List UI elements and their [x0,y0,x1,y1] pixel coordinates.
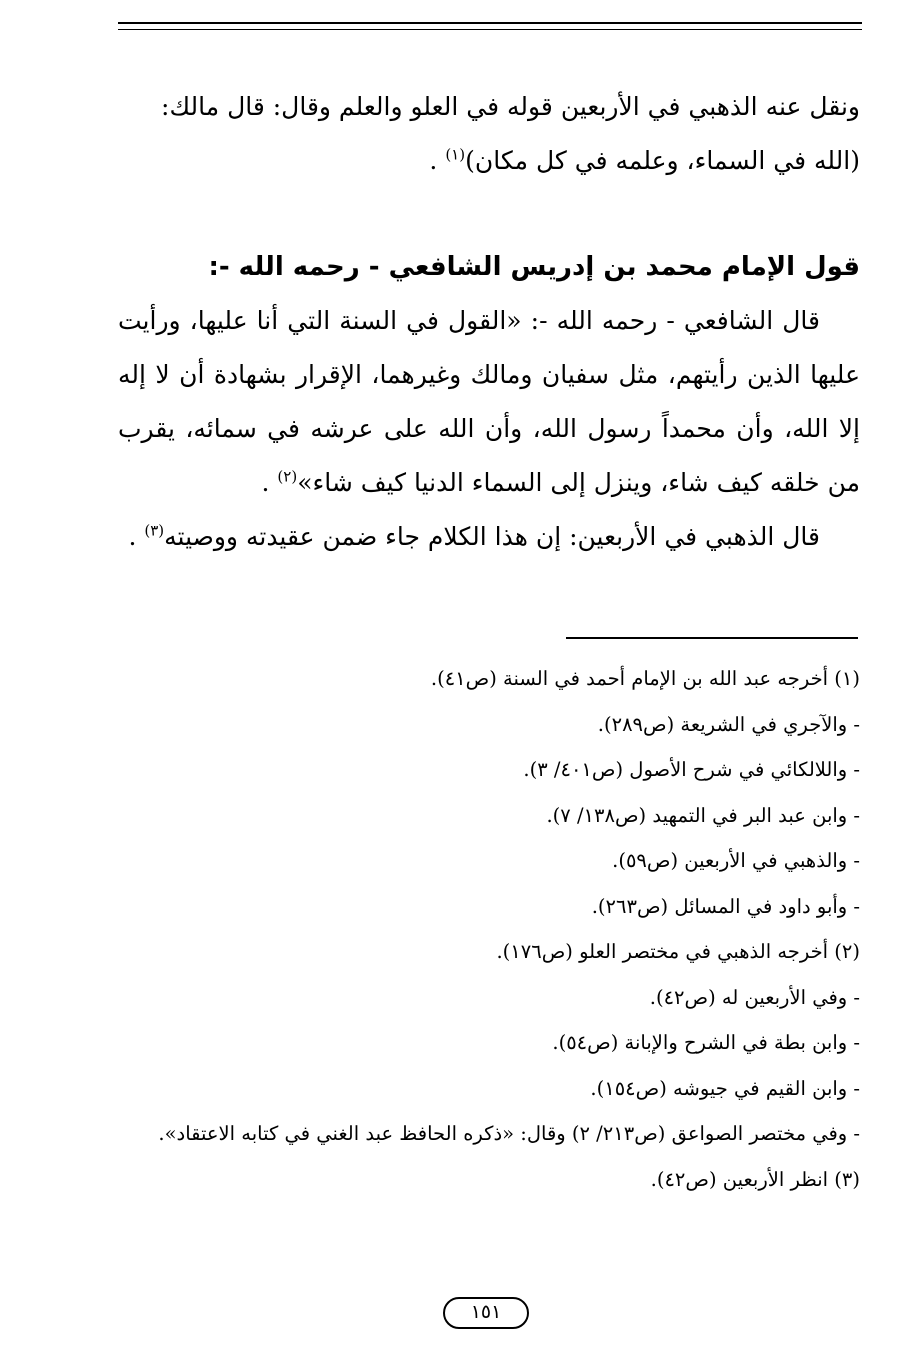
footnote-line: (١) أخرجه عبد الله بن الإمام أحمد في السنة (ص٤١). [430,667,860,690]
page-number: ١٥١ [443,1297,529,1329]
paragraph-malik-quote: (الله في السماء، وعلمه في كل مكان) [465,146,860,175]
footnote-line: - وأبو داود في المسائل (ص٢٦٣). [591,894,860,918]
footnote-line: - وفي الأربعين له (ص٤٢). [649,985,860,1009]
header-rule-thick [118,22,862,24]
header-rule-thin [118,29,862,30]
footnote-line: (٢) أخرجه الذهبي في مختصر العلو (ص١٧٦). [496,940,860,963]
footnote-line: (٣) انظر الأربعين (ص٤٢). [650,1167,860,1191]
footnote-ref-2: (٢) [277,467,298,486]
footnote-line: - وفي مختصر الصواعق (ص٢١٣/ ٢) وقال: «ذكره الحافظ عبد الغني في كتابه الاعتقاد». [158,1122,860,1145]
section-gap [118,188,860,240]
paragraph-malik [118,80,860,188]
footnotes [118,656,860,1202]
footnote-line: - والذهبي في الأربعين (ص٥٩). [612,849,860,872]
footnote-line: - وابن بطة في الشرح والإبانة (ص٥٤). [552,1031,860,1054]
section-heading: قول الإمام محمد بن إدريس الشافعي - رحمه الله -: [208,252,860,282]
main-text [118,80,860,564]
footnote-line: - وابن القيم في جيوشه (ص١٥٤). [590,1076,860,1100]
paragraph-dhahabi-end: . [128,522,145,551]
paragraph-shafii-text: قال الشافعي - رحمه الله -: «القول في السنة التي أنا عليها، ورأيت عليها الذين رأيتهم، مثل سفيان ومالك وغيرهما، الإقرار بشهادة أن لا إله إلا الله، وأن محمداً رسول الله، وأن الله على عرشه في سمائه، يقرب من خلقه كيف شاء، وينزل إلى السماء الدنيا كيف شاء [118,306,860,497]
footnote-ref-3: (٣) [144,521,165,540]
footnote-line: - والآجري في الشريعة (ص٢٨٩). [597,712,860,736]
footnote-line: - وابن عبد البر في التمهيد (ص١٣٨/ ٧). [546,803,860,827]
footnote-line: - واللالكائي في شرح الأصول (ص٤٠١/ ٣). [523,758,860,781]
paragraph-shafii: قال الشافعي - رحمه الله -: «القول في السنة التي أنا عليها، ورأيت عليها الذين رأيتهم، مثل سفيان ومالك وغيرهما، الإقرار بشهادة أن لا إله إلا الله، وأن محمداً رسول الله، وأن الله على عرشه في سمائه، يقرب من خلقه كيف شاء، وينزل إلى السماء الدنيا كيف شاء»$^{(٢)}$ . [118,306,860,497]
paragraph-malik-line1: ونقل عنه الذهبي في الأربعين قوله في العلو والعلم وقال: قال مالك: [161,92,860,121]
footnote-ref-1: (١) [445,145,466,164]
paragraph-dhahabi-text: قال الذهبي في الأربعين: إن هذا الكلام جاء ضمن عقيدته ووصيته [164,522,820,551]
paragraph-dhahabi [118,510,860,564]
paragraph-shafii-end: . [261,468,278,497]
paragraph-malik-end: . [429,146,446,175]
footnote-separator [566,637,858,639]
